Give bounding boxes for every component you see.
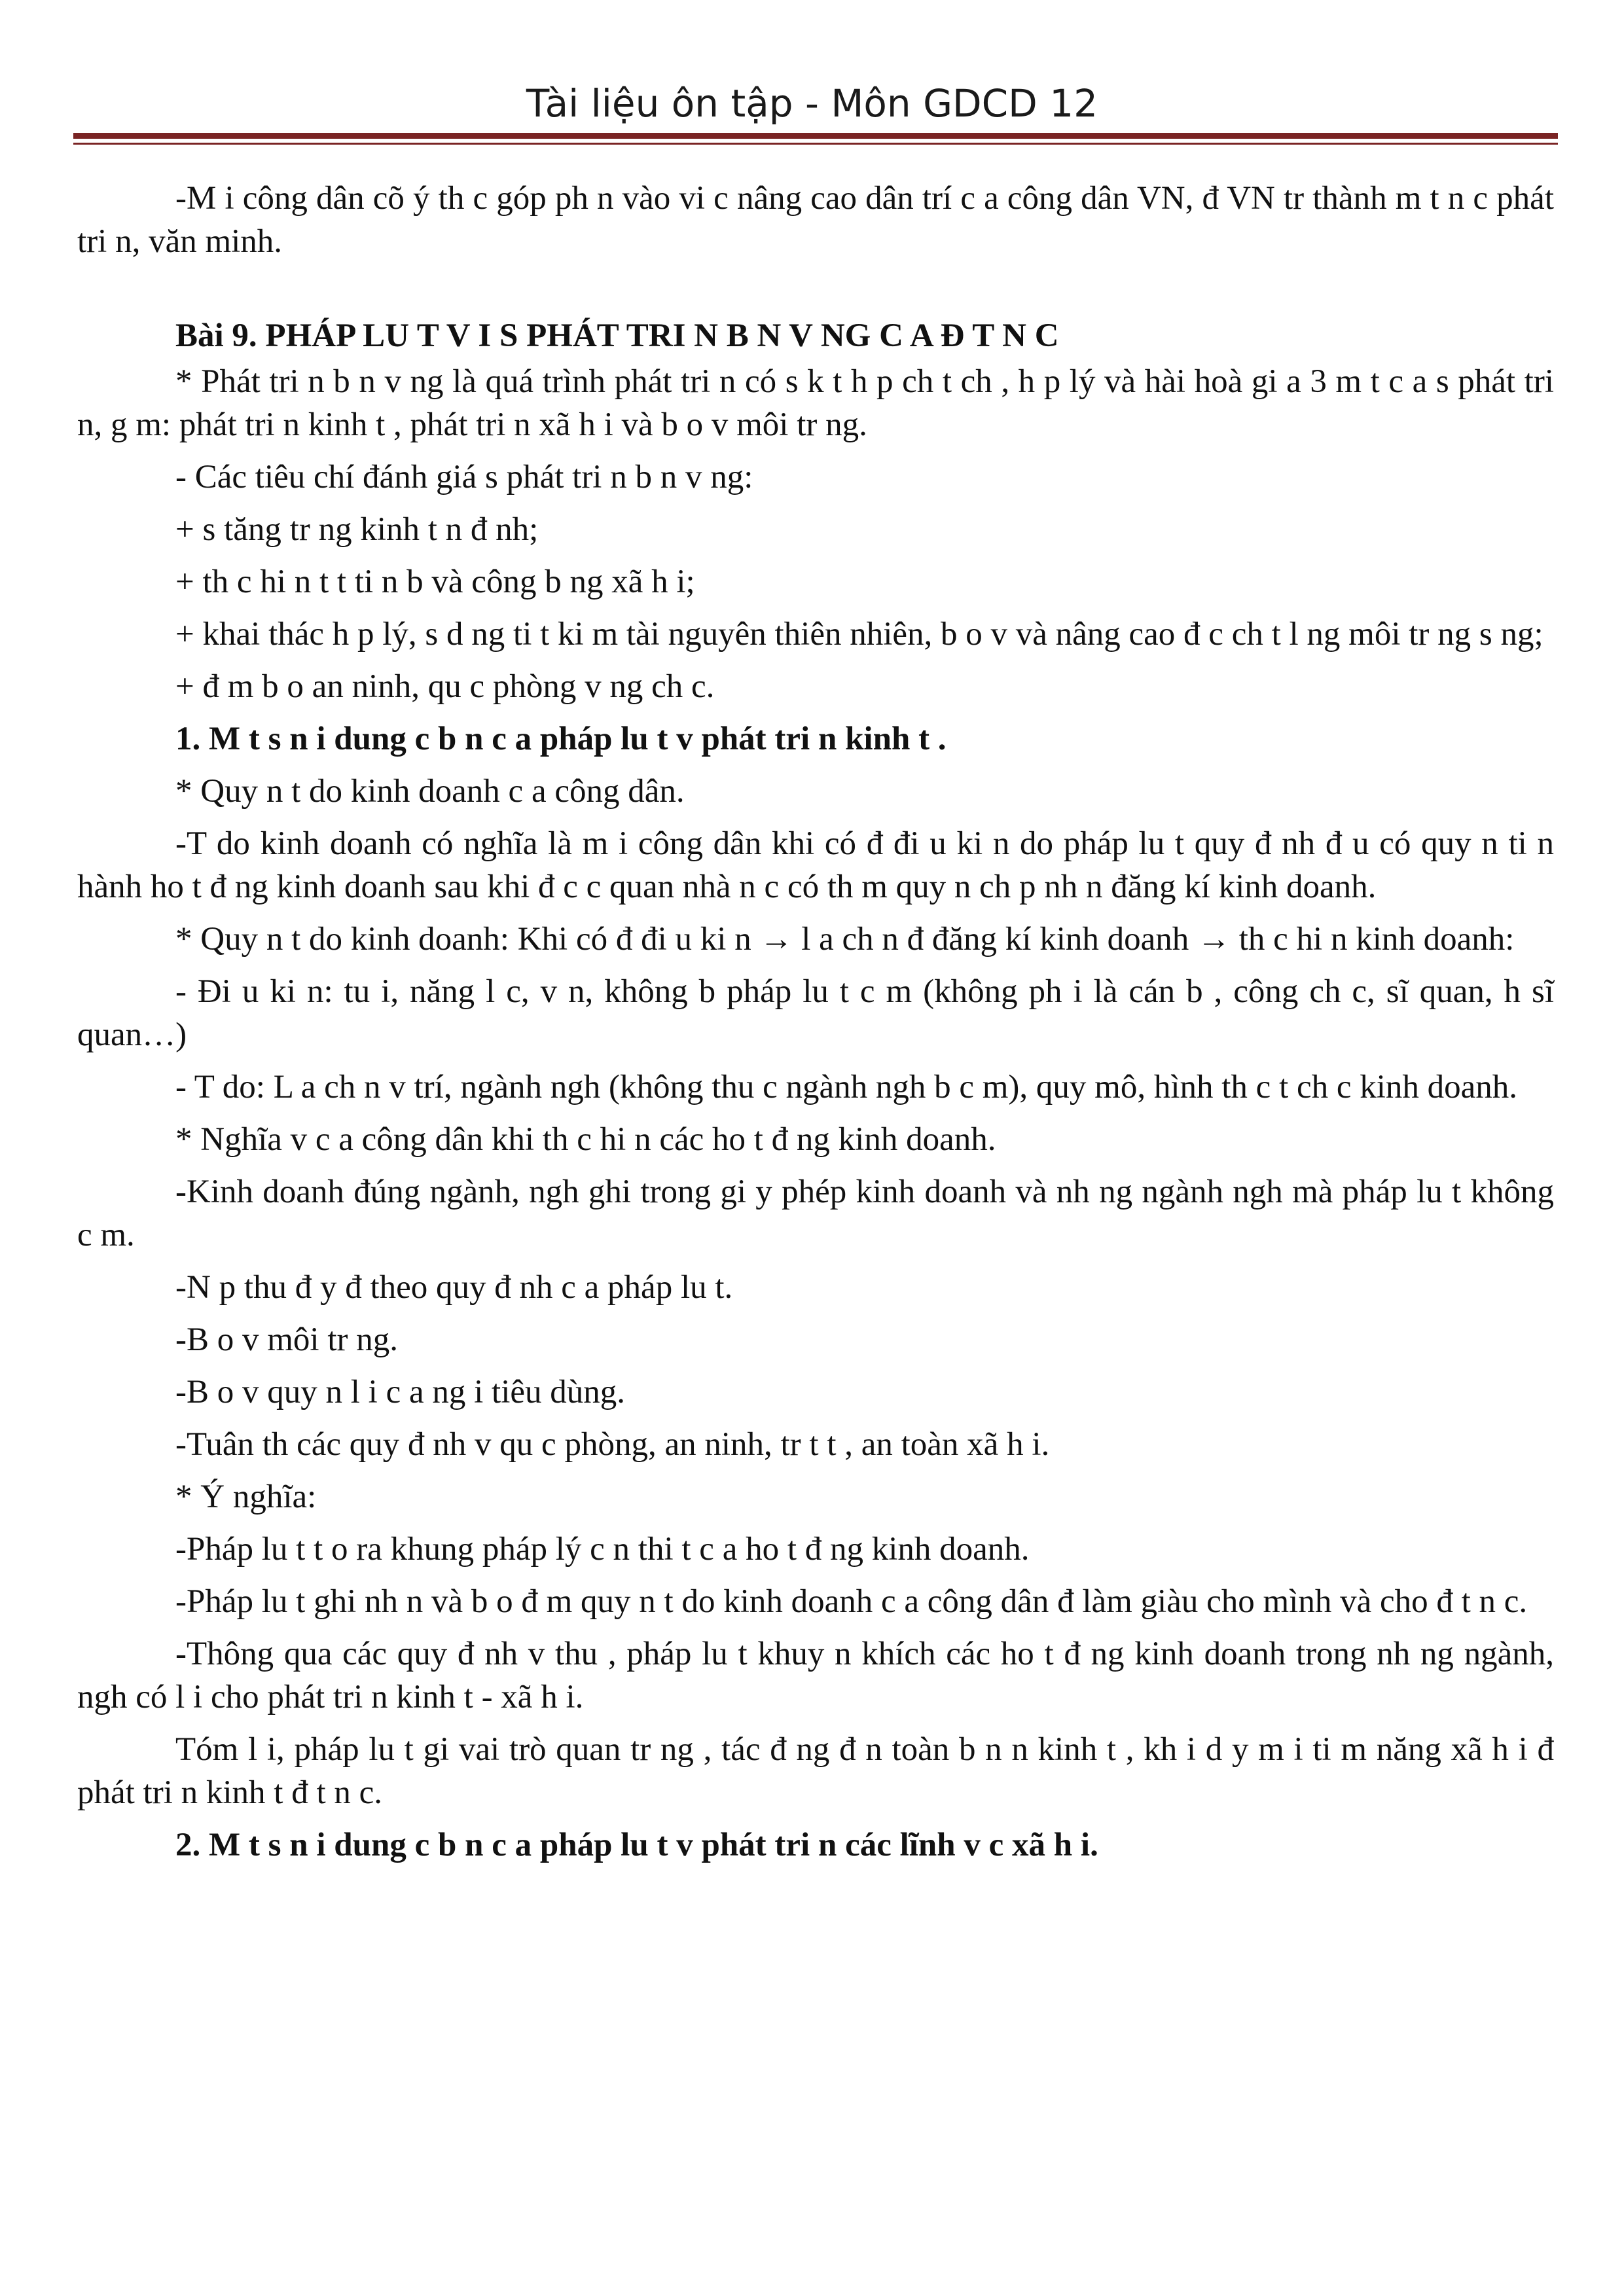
body-paragraph: - T do: L a ch n v trí, ngành ngh (không thu c ngành ngh b c m), quy mô, hình th c t ch c kinh doanh. <box>175 1069 1518 1105</box>
body-paragraph: -Thông qua các quy đ nh v thu , pháp lu t khuy n khích các ho t đ ng kinh doanh trong nh ng ngành, ngh có l i cho phát tri n kinh t - xã h i. <box>77 1636 1554 1715</box>
body-paragraph: Tóm l i, pháp lu t gi vai trò quan tr ng , tác đ ng đ n toàn b n n kinh t , kh i d y m i ti m năng xã h i đ phát tri n kinh t đ t n c. <box>77 1731 1554 1811</box>
body-paragraph: -N p thu đ y đ theo quy đ nh c a pháp lu t. <box>175 1269 733 1306</box>
body-paragraph: -B o v môi tr ng. <box>175 1321 398 1358</box>
body-paragraph: + đ m b o an ninh, qu c phòng v ng ch c. <box>175 668 715 705</box>
body-paragraph: -Pháp lu t ghi nh n và b o đ m quy n t do kinh doanh c a công dân đ làm giàu cho mình và cho đ t n c. <box>175 1583 1528 1620</box>
body-paragraph: -T do kinh doanh có nghĩa là m i công dân khi có đ đi u ki n do pháp lu t quy đ nh đ u có quy n ti n hành ho t đ ng kinh doanh sau khi đ c c quan nhà n c có th m quy n ch p nh n đăng kí kinh doanh. <box>77 825 1554 905</box>
body-paragraph: -Tuân th các quy đ nh v qu c phòng, an ninh, tr t t , an toàn xã h i. <box>175 1426 1050 1463</box>
body-paragraph: * Quy n t do kinh doanh: Khi có đ đi u ki n → l a ch n đ đăng kí kinh doanh → th c hi n kinh doanh: <box>175 921 1515 958</box>
body-paragraph: + khai thác h p lý, s d ng ti t ki m tài nguyên thiên nhiên, b o v và nâng cao đ c ch t l ng môi tr ng s ng; <box>175 616 1543 653</box>
body-paragraph: -B o v quy n l i c a ng i tiêu dùng. <box>175 1374 626 1410</box>
body-paragraph: - Đi u ki n: tu i, năng l c, v n, không b pháp lu t c m (không ph i là cán b , công ch c, sĩ quan, h sĩ quan…) <box>77 973 1554 1053</box>
header-rule-thin <box>73 143 1558 145</box>
page-header-title: Tài liệu ôn tập - Môn GDCD 12 <box>526 81 1098 126</box>
body-paragraph: -M i công dân cõ ý th c góp ph n vào vi c nâng cao dân trí c a công dân VN, đ VN tr thành m t n c phát tri n, văn minh. <box>77 180 1554 260</box>
body-paragraph: * Quy n t do kinh doanh c a công dân. <box>175 773 685 810</box>
body-paragraph: * Nghĩa v c a công dân khi th c hi n các ho t đ ng kinh doanh. <box>175 1121 996 1158</box>
body-paragraph: * Phát tri n b n v ng là quá trình phát tri n có s k t h p ch t ch , h p lý và hài hoà gi a 3 m t c a s phát tri n, g m: phát tri n kinh t , phát tri n xã h i và b o v môi tr ng. <box>77 363 1554 443</box>
body-paragraph: * Ý nghĩa: <box>175 1479 317 1515</box>
body-paragraph: -Kinh doanh đúng ngành, ngh ghi trong gi y phép kinh doanh và nh ng ngành ngh mà pháp lu t không c m. <box>77 1174 1554 1253</box>
body-paragraph: - Các tiêu chí đánh giá s phát tri n b n v ng: <box>175 459 753 495</box>
body-paragraph: + s tăng tr ng kinh t n đ nh; <box>175 511 539 548</box>
body-paragraph: -Pháp lu t t o ra khung pháp lý c n thi t c a ho t đ ng kinh doanh. <box>175 1531 1030 1568</box>
document-body <box>77 177 1554 1867</box>
header-rule-thick <box>73 133 1558 139</box>
body-paragraph: + th c hi n t t ti n b và công b ng xã h i; <box>175 564 695 600</box>
section-heading: 2. M t s n i dung c b n c a pháp lu t v phát tri n các lĩnh v c xã h i. <box>175 1827 1098 1863</box>
section-heading: Bài 9. PHÁP LU T V I S PHÁT TRI N B N V NG C A Đ T N C <box>175 317 1059 354</box>
section-heading: 1. M t s n i dung c b n c a pháp lu t v phát tri n kinh t . <box>175 721 947 757</box>
